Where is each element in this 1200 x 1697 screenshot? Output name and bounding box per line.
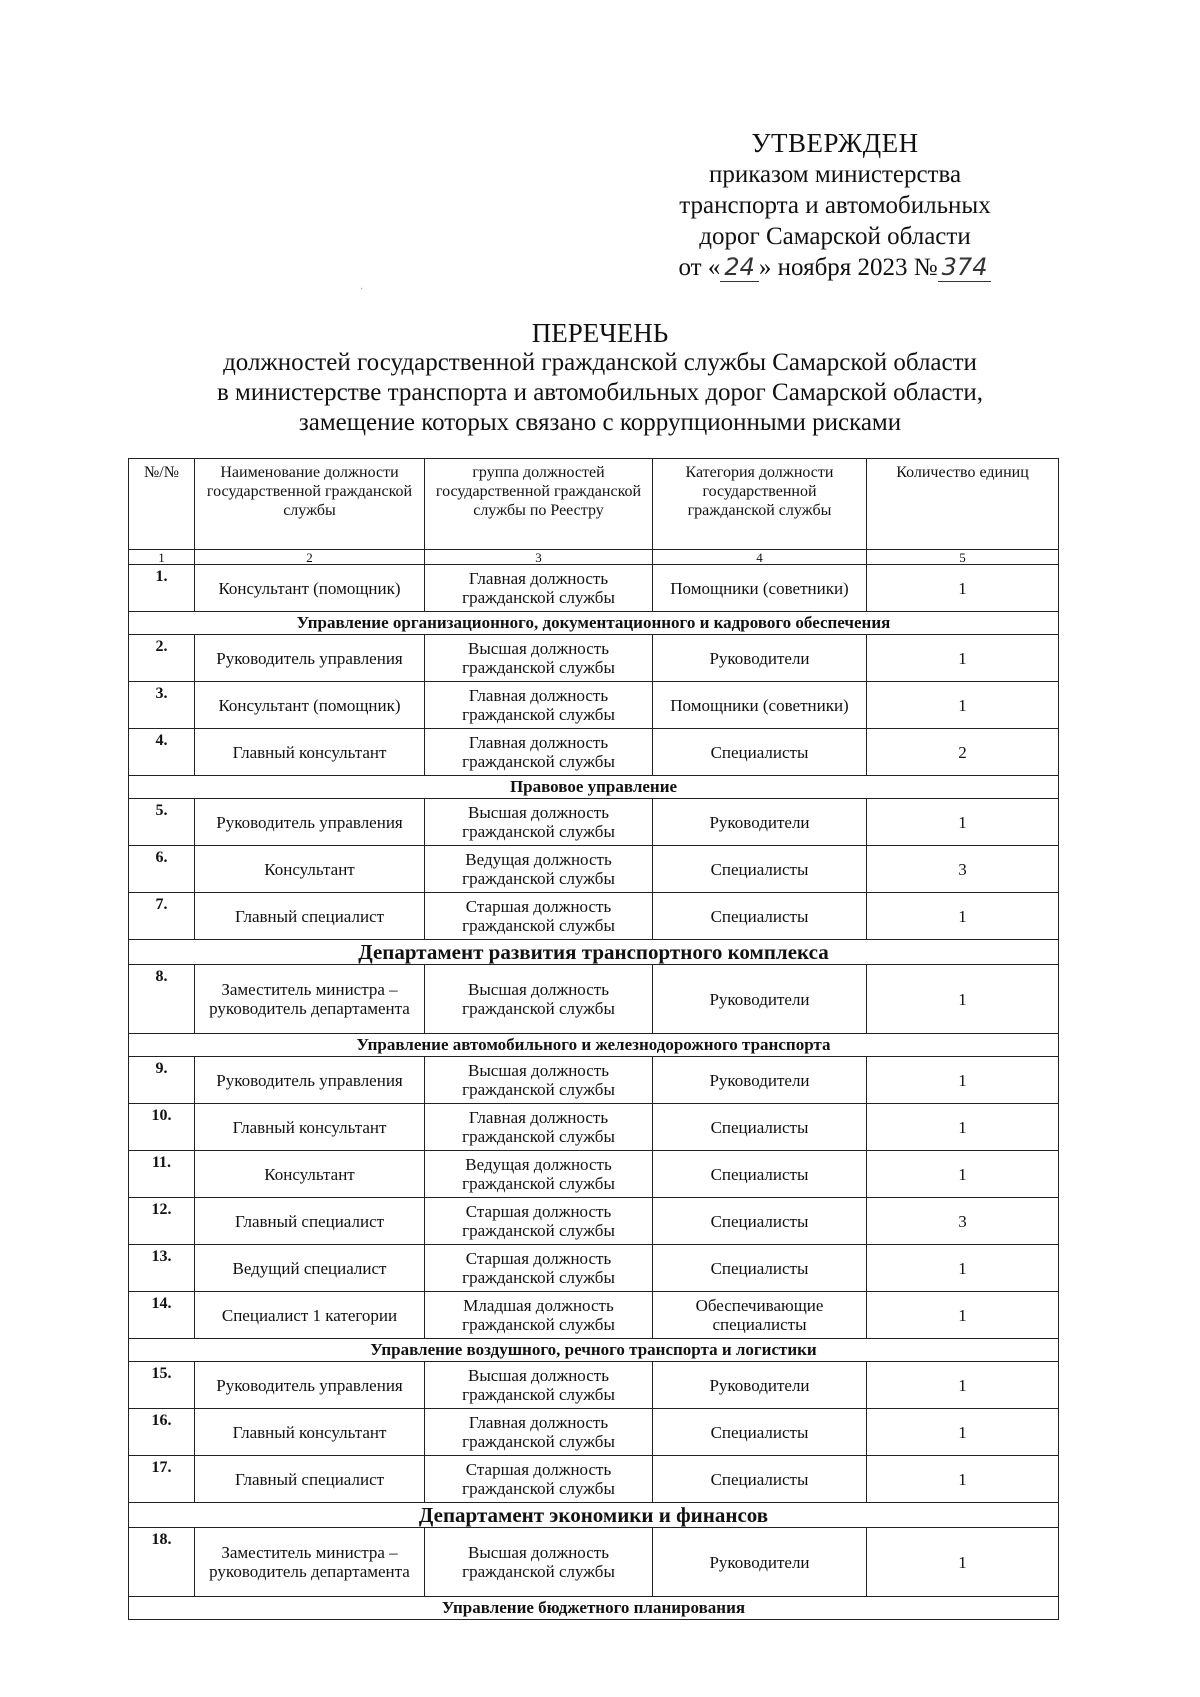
position-cell: Главный специалист [195, 1198, 425, 1245]
section-header-row [129, 776, 1059, 799]
row-number-cell: 10. [129, 1104, 195, 1151]
group-cell: Главная должность гражданской службы [425, 1104, 653, 1151]
count-cell: 1 [867, 565, 1059, 612]
count-cell: 1 [867, 1104, 1059, 1151]
row-number-cell: 2. [129, 635, 195, 682]
group-cell: Ведущая должность гражданской службы [425, 846, 653, 893]
table-row [129, 565, 1059, 612]
positions-table [128, 458, 1059, 1620]
header-cell-category: Категория должности государственной гражданской службы [653, 459, 867, 550]
scan-speck: · [360, 284, 364, 295]
table-row [129, 1104, 1059, 1151]
count-cell: 1 [867, 893, 1059, 940]
position-cell: Руководитель управления [195, 799, 425, 846]
table-row [129, 893, 1059, 940]
position-cell: Специалист 1 категории [195, 1292, 425, 1339]
approval-number-handwritten: 374 [938, 253, 992, 282]
group-cell: Главная должность гражданской службы [425, 682, 653, 729]
category-cell: Специалисты [653, 1104, 867, 1151]
row-number-cell: 12. [129, 1198, 195, 1245]
category-cell: Специалисты [653, 893, 867, 940]
count-cell: 1 [867, 1528, 1059, 1597]
table-row [129, 1528, 1059, 1597]
count-cell: 1 [867, 1456, 1059, 1503]
category-cell: Руководители [653, 1362, 867, 1409]
table-row [129, 1245, 1059, 1292]
section-header-row [129, 612, 1059, 635]
position-cell: Главный специалист [195, 893, 425, 940]
count-cell: 1 [867, 1057, 1059, 1104]
group-cell: Старшая должность гражданской службы [425, 1198, 653, 1245]
section-title: Департамент экономики и финансов [129, 1503, 1059, 1528]
table-header-row [129, 459, 1059, 550]
group-cell: Главная должность гражданской службы [425, 565, 653, 612]
header-cell-count: Количество единиц [867, 459, 1059, 550]
count-cell: 1 [867, 1151, 1059, 1198]
section-title: Правовое управление [129, 776, 1059, 799]
category-cell: Специалисты [653, 846, 867, 893]
section-header-row [129, 1339, 1059, 1362]
table-row [129, 1456, 1059, 1503]
row-number-cell: 3. [129, 682, 195, 729]
row-number-cell: 14. [129, 1292, 195, 1339]
count-cell: 1 [867, 965, 1059, 1034]
position-cell: Консультант [195, 1151, 425, 1198]
position-cell: Руководитель управления [195, 635, 425, 682]
table-row [129, 965, 1059, 1034]
approval-order-line [600, 252, 1070, 283]
column-number: 3 [425, 550, 653, 565]
category-cell: Руководители [653, 799, 867, 846]
approval-title: УТВЕРЖДЕН [751, 128, 919, 158]
table-row [129, 1409, 1059, 1456]
approval-stamp [600, 128, 1070, 283]
category-cell: Помощники (советники) [653, 565, 867, 612]
category-cell: Руководители [653, 635, 867, 682]
section-title: Управление организационного, документационного и кадрового обеспечения [129, 612, 1059, 635]
position-cell: Главный специалист [195, 1456, 425, 1503]
category-cell: Специалисты [653, 1151, 867, 1198]
category-cell: Руководители [653, 1057, 867, 1104]
group-cell: Главная должность гражданской службы [425, 1409, 653, 1456]
header-cell-position: Наименование должности государственной гражданской службы [195, 459, 425, 550]
document-subtitle-3: замещение которых связано с коррупционными рисками [298, 409, 902, 436]
approval-line-2: транспорта и автомобильных [679, 192, 991, 219]
row-number-cell: 15. [129, 1362, 195, 1409]
document-heading [120, 318, 1080, 438]
category-cell: Специалисты [653, 1198, 867, 1245]
table-row [129, 846, 1059, 893]
group-cell: Старшая должность гражданской службы [425, 893, 653, 940]
count-cell: 3 [867, 1198, 1059, 1245]
row-number-cell: 5. [129, 799, 195, 846]
count-cell: 3 [867, 846, 1059, 893]
row-number-cell: 17. [129, 1456, 195, 1503]
table-row [129, 682, 1059, 729]
group-cell: Высшая должность гражданской службы [425, 965, 653, 1034]
approval-day-handwritten: 24 [720, 253, 759, 282]
column-number: 2 [195, 550, 425, 565]
table-row [129, 1362, 1059, 1409]
category-cell: Обеспечивающие специалисты [653, 1292, 867, 1339]
row-number-cell: 8. [129, 965, 195, 1034]
position-cell: Главный консультант [195, 1409, 425, 1456]
section-header-row [129, 1034, 1059, 1057]
row-number-cell: 18. [129, 1528, 195, 1597]
count-cell: 1 [867, 1362, 1059, 1409]
section-header-row [129, 1503, 1059, 1528]
position-cell: Консультант [195, 846, 425, 893]
position-cell: Консультант (помощник) [195, 565, 425, 612]
group-cell: Ведущая должность гражданской службы [425, 1151, 653, 1198]
group-cell: Высшая должность гражданской службы [425, 1362, 653, 1409]
approval-line-3: дорог Самарской области [699, 223, 971, 250]
position-cell: Главный консультант [195, 729, 425, 776]
group-cell: Младшая должность гражданской службы [425, 1292, 653, 1339]
table-row [129, 1151, 1059, 1198]
group-cell: Высшая должность гражданской службы [425, 799, 653, 846]
group-cell: Высшая должность гражданской службы [425, 635, 653, 682]
column-number: 4 [653, 550, 867, 565]
position-cell: Консультант (помощник) [195, 682, 425, 729]
group-cell: Высшая должность гражданской службы [425, 1528, 653, 1597]
column-number-row [129, 550, 1059, 565]
row-number-cell: 11. [129, 1151, 195, 1198]
category-cell: Специалисты [653, 1409, 867, 1456]
table-row [129, 1057, 1059, 1104]
row-number-cell: 4. [129, 729, 195, 776]
table-row [129, 799, 1059, 846]
count-cell: 1 [867, 1292, 1059, 1339]
category-cell: Помощники (советники) [653, 682, 867, 729]
row-number-cell: 13. [129, 1245, 195, 1292]
count-cell: 1 [867, 635, 1059, 682]
document-subtitle-1: должностей государственной гражданской службы Самарской области [223, 349, 977, 376]
document-title: ПЕРЕЧЕНЬ [531, 318, 669, 348]
category-cell: Специалисты [653, 1456, 867, 1503]
header-cell-number: №/№ [129, 459, 195, 550]
section-title: Управление автомобильного и железнодорожного транспорта [129, 1034, 1059, 1057]
document-subtitle-2: в министерстве транспорта и автомобильных дорог Самарской области, [217, 379, 983, 406]
section-header-row [129, 940, 1059, 965]
table-row [129, 729, 1059, 776]
category-cell: Специалисты [653, 1245, 867, 1292]
approval-line-1: приказом министерства [708, 161, 962, 188]
section-title: Управление воздушного, речного транспорта и логистики [129, 1339, 1059, 1362]
group-cell: Главная должность гражданской службы [425, 729, 653, 776]
row-number-cell: 7. [129, 893, 195, 940]
row-number-cell: 6. [129, 846, 195, 893]
row-number-cell: 9. [129, 1057, 195, 1104]
approval-date-prefix: от « [678, 254, 721, 281]
position-cell: Руководитель управления [195, 1057, 425, 1104]
count-cell: 1 [867, 1245, 1059, 1292]
group-cell: Старшая должность гражданской службы [425, 1245, 653, 1292]
position-cell: Руководитель управления [195, 1362, 425, 1409]
group-cell: Высшая должность гражданской службы [425, 1057, 653, 1104]
row-number-cell: 16. [129, 1409, 195, 1456]
count-cell: 2 [867, 729, 1059, 776]
count-cell: 1 [867, 682, 1059, 729]
approval-date-suffix: » ноября 2023 № [758, 254, 938, 281]
column-number: 5 [867, 550, 1059, 565]
table-row [129, 1292, 1059, 1339]
position-cell: Ведущий специалист [195, 1245, 425, 1292]
category-cell: Руководители [653, 1528, 867, 1597]
group-cell: Старшая должность гражданской службы [425, 1456, 653, 1503]
column-number: 1 [129, 550, 195, 565]
position-cell: Главный консультант [195, 1104, 425, 1151]
table-row [129, 1198, 1059, 1245]
category-cell: Специалисты [653, 729, 867, 776]
category-cell: Руководители [653, 965, 867, 1034]
table-row [129, 635, 1059, 682]
position-cell: Заместитель министра – руководитель департамента [195, 965, 425, 1034]
header-cell-group: группа должностей государственной гражданской службы по Реестру [425, 459, 653, 550]
row-number-cell: 1. [129, 565, 195, 612]
section-header-row [129, 1597, 1059, 1620]
section-title: Департамент развития транспортного комплекса [129, 940, 1059, 965]
position-cell: Заместитель министра – руководитель департамента [195, 1528, 425, 1597]
positions-table-body [129, 459, 1059, 1620]
section-title: Управление бюджетного планирования [129, 1597, 1059, 1620]
count-cell: 1 [867, 799, 1059, 846]
count-cell: 1 [867, 1409, 1059, 1456]
